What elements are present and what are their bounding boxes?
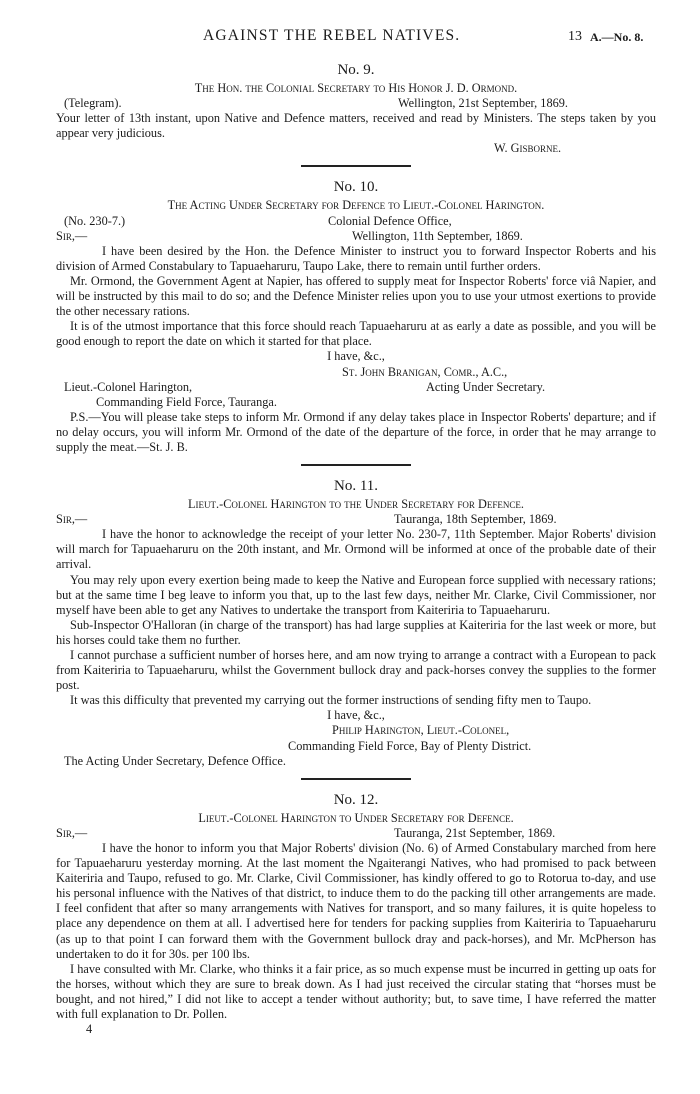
letter-paragraph: I have been desired by the Hon. the Defence Minister to instruct you to forward Inspector Roberts and his division of Armed Constabulary to Tapuaeharuru, Taupo Lake, there to remain until further orders. (56, 243, 656, 273)
letter-ref: (No. 230-7.) (64, 213, 126, 228)
signature-row (56, 723, 656, 738)
signature-title: Commanding Field Force, Bay of Plenty District. (288, 738, 532, 753)
letter-paragraph: I have consulted with Mr. Clarke, who thinks it a fair price, as so much expense must be incurred in getting up oats for the horses, without which they are sure to break down. As I had just received the circular stating that “horses must be bought, and not hired,” I did not like to accept a tender without authority; but, to save time, I have referred the matter with full explanation to Dr. Pollen. (56, 961, 656, 1021)
page-number: 13 (568, 29, 582, 44)
letter-heading: The Hon. the Colonial Secretary to His Honor J. D. Ormond. (194, 81, 518, 95)
place-date: Tauranga, 18th September, 1869. (394, 512, 557, 527)
letter-paragraph: Sub-Inspector O'Halloran (in charge of the transport) has had large supplies at Kaiteriria for the last week or more, but his horses could take them no further. (56, 617, 656, 647)
letter-paragraph: I cannot purchase a sufficient number of horses here, and am now trying to arrange a contract with a European to pack from Kaiteriria to Tapuaeharuru, whilst the Government bullock dray and pack-horses convey the supplies to the former post. (56, 648, 656, 693)
letter-no-9 (56, 62, 656, 156)
signature-title: Acting Under Secretary. (426, 379, 546, 394)
salutation-date-row (56, 826, 656, 841)
letter-heading: The Acting Under Secretary for Defence to Lieut.-Colonel Harington. (167, 198, 545, 213)
letter-paragraph: It was this difficulty that prevented my carrying out the former instructions of sending fifty men to Taupo. (70, 693, 592, 708)
place-date: Wellington, 11th September, 1869. (352, 228, 523, 243)
salutation: Sir,— (56, 512, 88, 527)
signature: Philip Harington, Lieut.-Colonel, (332, 723, 510, 738)
addressee-row-2 (56, 395, 656, 410)
addressee: Lieut.-Colonel Harington, (64, 379, 193, 394)
running-head (0, 28, 700, 48)
signature: St. John Branigan, Comr., A.C., (342, 364, 508, 379)
addressee-line-2: Commanding Field Force, Tauranga. (96, 394, 277, 409)
letter-no-10 (56, 179, 656, 455)
letter-no-11 (56, 478, 656, 769)
letter-no-12 (56, 792, 656, 1037)
signature: W. Gisborne. (494, 141, 562, 156)
letter-paragraph: You may rely upon every exertion being made to keep the Native and European force supplied with necessary rations; but at the same time I beg leave to inform you that, up to the last few days, neither Mr. Clarke, Civil Commissioner, nor myself have been able to get any Natives to undertake the transport from Kaiteriria to Tapuaeharuru. (56, 572, 656, 617)
salutation-date-row (56, 229, 656, 244)
postscript: P.S.—You will please take steps to inform Mr. Ormond if any delay takes place in Inspector Roberts' departure; and if no delay occurs, you will inform Mr. Ormond of the date of the departure of the force, in order that he may arrange to supply the meat.—St. J. B. (56, 409, 656, 454)
letter-ref: (Telegram). (64, 96, 122, 111)
running-head-title: AGAINST THE REBEL NATIVES. (203, 27, 461, 44)
salutation: Sir,— (56, 825, 88, 840)
section-divider (301, 464, 411, 466)
addressee-row (56, 380, 656, 395)
salutation: Sir,— (56, 228, 88, 243)
signature-row (56, 141, 656, 156)
letter-number: No. 10. (333, 179, 379, 196)
letter-heading: Lieut.-Colonel Harington to the Under Secretary for Defence. (188, 497, 524, 512)
signature-title-row (56, 739, 656, 754)
letter-number: No. 12. (333, 791, 379, 808)
letter-paragraph: It is of the utmost importance that this force should reach Tapuaeharuru at as early a date as possible, and you will be good enough to report the date on which it started for that place. (56, 319, 656, 349)
letter-heading: Lieut.-Colonel Harington to Under Secretary for Defence. (198, 810, 514, 825)
signature-row (56, 365, 656, 380)
section-divider (301, 778, 411, 780)
letter-paragraph: I have the honor to inform you that Major Roberts' division (No. 6) of Armed Constabulary marched from here for Tapuaeharuru yesterday morning. At the last moment the Ngaiterangi Natives, who had promised to pack between Kaiteriria and Taupo, refused to go. Mr. Clarke, Civil Commissioner, has kindly offered to go to Rotorua to-day, and use his personal influence with the Natives of that district, to induce them to do the packing till other arrangements are made. I feel confident that after so many arrangements with Natives for transport, and so many failures, it is quite hopeless to place any dependence on them at all. I advertised here for tenders for packing supplies from Kaiteriria to Tapuaeharuru (as up to that point I can forward them with the Government bullock dray and pack-horses), and Mr. McPherson has undertaken to do it for 30s. per 100 lbs. (56, 840, 656, 961)
section-divider (301, 165, 411, 167)
letter-paragraph: Mr. Ormond, the Government Agent at Napier, has offered to supply meat for Inspector Roberts' force viâ Napier, and will be instructed by this mail to do so; and the Defence Minister relies upon you to use your utmost exertions to provide the other necessary rations. (56, 273, 656, 319)
page-body (56, 62, 656, 1037)
letter-paragraph: Your letter of 13th instant, upon Native and Defence matters, received and read by Ministers. The steps taken by you appear very judicious. (56, 111, 656, 141)
place-date: Wellington, 21st September, 1869. (398, 96, 568, 111)
place-date: Tauranga, 21st September, 1869. (394, 825, 556, 840)
addressee-row (56, 754, 656, 769)
closing: I have, &c., (327, 708, 385, 723)
ref-office-row (56, 214, 656, 229)
letter-paragraph: I have the honor to acknowledge the receipt of your letter No. 230-7, 11th September. Major Roberts' division will march for Tapuaeharuru on the 20th instant, and Mr. Ormond will be informed at once of the probable date of their arrival. (56, 527, 656, 572)
letter-number: No. 9. (337, 62, 375, 78)
closing: I have, &c., (327, 349, 385, 364)
footer-mark: 4 (86, 1022, 93, 1037)
addressee: The Acting Under Secretary, Defence Office. (64, 753, 286, 768)
letter-number: No. 11. (333, 478, 379, 495)
ref-date-row (56, 96, 656, 111)
salutation-date-row (56, 512, 656, 527)
office: Colonial Defence Office, (328, 213, 452, 228)
document-reference: A.—No. 8. (590, 30, 644, 44)
